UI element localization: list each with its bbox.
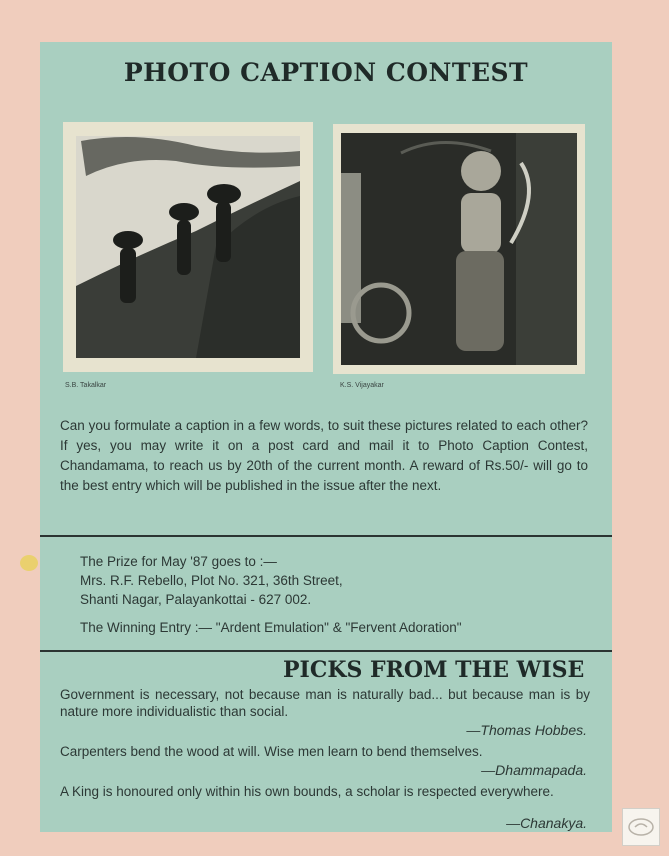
prize-winner-block (80, 552, 580, 609)
stain-mark (20, 555, 38, 571)
divider-top (40, 535, 612, 537)
contest-description: Can you formulate a caption in a few words, to suit these pictures related to each other? If yes, you may write it on a post card and mail it to Photo Caption Contest, Chandamama, to reach us by 20th of the current month. A reward of Rs.50/- will go to the best entry which will be published in the issue after the next. (60, 418, 588, 493)
quote-2-text: Carpenters bend the wood at will. Wise men learn to bend themselves. (60, 744, 483, 759)
quote-2-author: —Dhammapada. (481, 762, 587, 778)
photo-right-image (341, 133, 577, 365)
photo-left-image (76, 136, 300, 358)
prize-line-3: Shanti Nagar, Palayankottai - 627 002. (80, 592, 312, 607)
quote-3-text: A King is honoured only within his own bounds, a scholar is respected everywhere. (60, 784, 554, 799)
quote-1-author: —Thomas Hobbes. (466, 722, 587, 738)
quote-1-text: Government is necessary, not because man is naturally bad... but because man is by nature more individualistic than social. (60, 687, 590, 719)
photo-right-credit: K.S. Vijayakar (340, 382, 384, 389)
winning-entry: The Winning Entry :— "Ardent Emulation" & "Fervent Adoration" (80, 620, 462, 635)
picks-title: PICKS FROM THE WISE (283, 657, 585, 683)
photo-right-frame (333, 124, 585, 374)
photo-left-frame (63, 122, 313, 372)
photo-left-credit: S.B. Takalkar (65, 382, 107, 389)
watermark-logo-icon (623, 809, 659, 845)
divider-bottom (40, 650, 612, 652)
watermark-stamp (622, 808, 660, 846)
prize-line-2: Mrs. R.F. Rebello, Plot No. 321, 36th Street, (80, 573, 343, 588)
quote-3-author: —Chanakya. (506, 815, 587, 831)
prize-line-1: The Prize for May '87 goes to :— (80, 554, 277, 569)
contest-title: PHOTO CAPTION CONTEST (123, 58, 529, 87)
